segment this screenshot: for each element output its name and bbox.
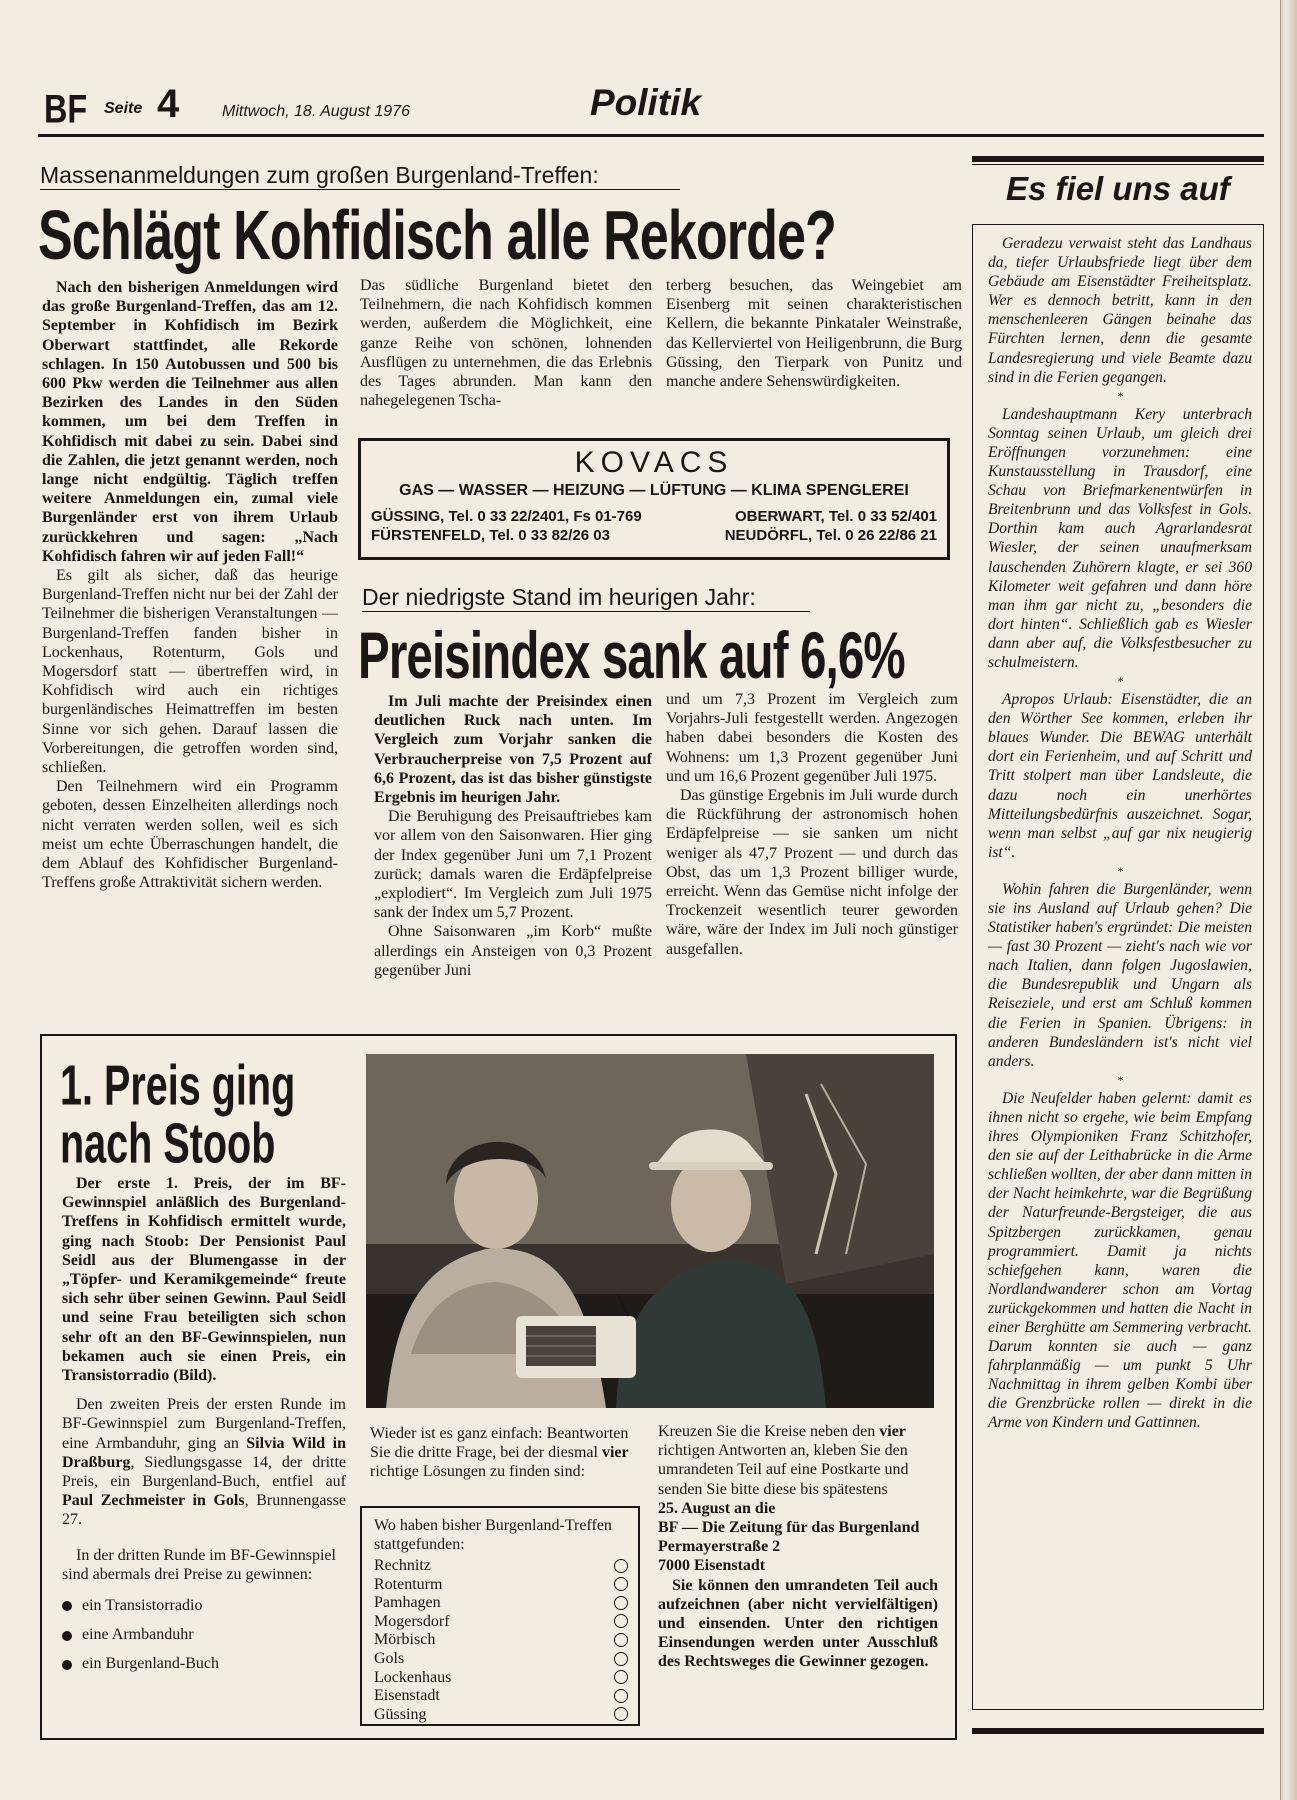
- bullet-icon: [62, 1660, 72, 1670]
- prize-paragraph: In der dritten Runde im BF-Gewinnspiel sind abermals drei Preise zu gewinnen:: [62, 1546, 336, 1583]
- winner-name: Paul Zechmeister in Gols: [62, 1492, 245, 1510]
- prize-text: , Siedlungsgasse 14, der dritte Preis, ein Burgenland-Buch, entfiel auf: [62, 1453, 346, 1491]
- prize-column-1: [62, 1174, 346, 1674]
- prize-paragraph: [62, 1395, 346, 1529]
- lead-intro: Nach den bisherigen Anmeldungen wird das große Burgenland-Treffen, das am 12. September in Kohfidisch im Bezirk Oberwart stattfindet, alle Rekorde schlagen. In 150 Autobussen und 500 bis 600 Pkw werden die Teilnehmer aus allen Bezirken des Landes in den Süden kommen, um bei dem Treffen in Kohfidisch mit dabei zu sein. Dabei sind die Zahlen, die jetzt genannt werden, noch lange nicht endgültig. Täglich treffen weitere Anmeldungen ein, zumal viele Burgenländer erst von ihrem Urlaub zurückkehren und sagen: „Nach Kohfidisch fahren wir auf jeden Fall!“: [42, 279, 338, 565]
- kovacs-ad: [358, 438, 950, 560]
- kicker-underline: [40, 189, 680, 190]
- answer-circle-icon[interactable]: [614, 1633, 628, 1647]
- sidebar-column: [988, 234, 1252, 1433]
- answer-circle-icon[interactable]: [614, 1652, 628, 1666]
- price-intro: Im Juli machte der Preisindex einen deutlichen Ruck nach unten. Im Vergleich zum Vorjahr sanken die Verbraucherpreise von 7,5 Prozent auf 6,6 Prozent, das ist das bisher günstigste Ergebnis im heurigen Jahr.: [374, 693, 652, 807]
- price-kicker: Der niedrigste Stand im heurigen Jahr:: [362, 584, 756, 610]
- price-headline: Preisindex sank auf 6,6%: [358, 619, 905, 693]
- ad-company-name: KOVACS: [574, 446, 734, 479]
- emphasis: vier: [879, 1423, 906, 1440]
- contest-column: [370, 1424, 646, 1482]
- closing-text: Sie können den umrandeten Teil auch aufzeichnen (aber nicht vervielfältigen) und einsenden. Unter den richtigen Einsendungen werden unter Ausschluß des Rechtsweges die Gewinner gezogen.: [658, 1576, 938, 1671]
- contest-intro: Wieder ist es ganz einfach: Beantworten Sie die dritte Frage, bei der diesmal vier richtige Lösungen zu finden sind:: [370, 1425, 629, 1481]
- answer-circle-icon[interactable]: [614, 1596, 628, 1610]
- price-paragraph: Das günstige Ergebnis im Juli wurde durch die Rückführung der astronomisch hohen Erdäpfelpreise — sie sanken um nicht weniger als 47,7 Prozent — und durch das Obst, das um 1,3 Prozent billiger wurde, erreicht. Wenn das Gemüse nicht infolge der Trockenzeit wesentlich teurer geworden wäre, wäre der Index im Juli noch günstiger ausgefallen.: [666, 787, 958, 958]
- seite-label: Seite: [104, 100, 143, 117]
- sidebar-top-rule-thin: [972, 164, 1264, 165]
- ad-phone-oberwart: OBERWART, Tel. 0 33 52/401: [734, 508, 937, 525]
- sidebar-title: Es fiel uns auf: [1006, 170, 1230, 207]
- deadline: 25. August an die: [658, 1499, 776, 1517]
- page-number: 4: [157, 82, 180, 126]
- answer-circle-icon[interactable]: [614, 1614, 628, 1628]
- emphasis: vier: [601, 1444, 629, 1462]
- ad-phone-guessing: GÜSSING, Tel. 0 33 22/2401, Fs 01-769: [371, 508, 642, 525]
- sidebar-item: Landeshauptmann Kery unterbrach Sonntag seinen Urlaub, um gleich drei Eröffnungen vorzunehmen: eine Kunstausstellung in Trausdorf, eine Schau von Briefmarkenentwürfen in Breitenbrunn und das Volksfest in Gols. Dorthin kam auch Agrarlandesrat Wiesler, der seinen unaufmerksam lauschenden Zuhörern klagte, er sei 360 Kilometer weit gefahren und dann höre man ihm gar nicht zu, „besonders die dort hinten“. Schließlich gab es Wiesler dann aber auf, die Volksfestbesucher zu schulmeistern.: [988, 405, 1252, 671]
- photo-illustration: [366, 1054, 934, 1408]
- price-paragraph: Die Beruhigung des Preisauftriebes kam vor allem von den Saisonwaren. Hier ging der Index gegenüber Juni um 7,1 Prozent zurück; damals waren die Erdäpfelpreise „explodiert“. Im Vergleich zum Juli 1975 sank der Index um 5,7 Prozent.: [374, 808, 652, 922]
- section-title: Politik: [590, 82, 702, 123]
- contest-option[interactable]: Mörbisch: [374, 1631, 628, 1650]
- lead-column-1: [42, 278, 338, 893]
- address-line: Permayerstraße 2: [658, 1538, 781, 1556]
- answer-circle-icon[interactable]: [614, 1577, 628, 1591]
- contest-question: Wo haben bisher Burgenland-Treffen stattgefunden:: [374, 1517, 612, 1554]
- prize-list-item: ein Burgenland-Buch: [62, 1654, 346, 1673]
- ad-phone-neudoerfl: NEUDÖRFL, Tel. 0 26 22/86 21: [724, 527, 937, 544]
- lead-paragraph: Das südliche Burgenland bietet den Teilnehmern, die nach Kohfidisch kommen werden, außerdem die Möglichkeit, eine ganze Reihe von schönen, lohnenden Ausflügen zu unternehmen, die das Erlebnis des Tages abrunden. Man kann den nahegelegenen Tscha-: [360, 277, 652, 410]
- answer-circle-icon[interactable]: [614, 1670, 628, 1684]
- ad-services: GAS — WASSER — HEIZUNG — LÜFTUNG — KLIMA SPENGLEREI: [399, 482, 909, 499]
- bullet-icon: [62, 1631, 72, 1641]
- lead-kicker: Massenanmeldungen zum großen Burgenland-Treffen:: [40, 162, 599, 188]
- price-column-2: [666, 690, 958, 959]
- contest-instructions: [658, 1422, 938, 1672]
- masthead-rule: [38, 134, 1264, 137]
- separator-star-icon: *: [1117, 388, 1123, 403]
- prize-headline-line1: 1. Preis ging: [60, 1053, 296, 1117]
- contest-option[interactable]: Mogersdorf: [374, 1612, 628, 1631]
- lead-column-3: [666, 276, 962, 391]
- logo: BF: [44, 86, 88, 132]
- contest-option[interactable]: Pamhagen: [374, 1594, 628, 1613]
- kicker-underline: [362, 611, 810, 612]
- sidebar-item: Die Neufelder haben gelernt: damit es ihnen nicht so ergehe, wie beim Empfang ihres Olympioniken Franz Schitzhofer, den sie auf der Leithabrücke in die Arme schließen wollten, der aber dann mitten in der Nacht heimkehrte, war die Begrüßung der Naturfreunde-Bergsteiger, die aus Spitzbergen zurückkamen, genau programmiert. Damit ja nichts schiefgehen kann, waren die Nordlandwanderer schon am Vortag zurückgekommen und hatten die Nacht in einer Berghütte am Semmering verbracht. Darum konnten sie auch — ganz fahrplanmäßig — um punkt 5 Uhr Nachmittag in ihrem gelben Kombi über die Grenzbrücke rollen — direkt in die Arme von Kindern und Gattinnen.: [988, 1089, 1252, 1432]
- lead-column-2: [360, 276, 652, 410]
- prize-text: Den zweiten Preis der ersten Runde im BF-Gewinnspiel zum Burgenland-Treffen, eine Armbanduhr, ging an: [62, 1396, 346, 1452]
- prize-headline-line2: nach Stoob: [60, 1111, 276, 1175]
- answer-circle-icon[interactable]: [614, 1559, 628, 1573]
- contest-option[interactable]: Rotenturm: [374, 1575, 628, 1594]
- separator-star-icon: *: [1117, 674, 1123, 689]
- address-line: 7000 Eisenstadt: [658, 1557, 766, 1575]
- contest-option[interactable]: Güssing: [374, 1705, 628, 1724]
- sidebar-top-rule: [972, 156, 1264, 162]
- lead-paragraph: Es gilt als sicher, daß das heurige Burgenland-Treffen nicht nur bei der Zahl der Teilnehmer die bisherigen Veranstaltungen — Burgenland-Treffen fanden bisher in Lockenhaus, Rotenturm, Gols und Mogersdorf statt — übertreffen wird, in Kohfidisch wird auch ein richtiges burgenländisches Heimattreffen im besten Sinne vor sich gehen. Darauf lassen die Vorbereitungen, die getroffen worden sind, schließen.: [42, 567, 338, 777]
- contest-option[interactable]: Lockenhaus: [374, 1668, 628, 1687]
- contest-option[interactable]: Rechnitz: [374, 1556, 628, 1575]
- contest-question-box: [360, 1506, 640, 1726]
- price-paragraph: und um 7,3 Prozent im Vergleich zum Vorjahrs-Juli festgestellt werden. Angezogen haben dabei besonders die Kosten des Wohnens: um 1,3 Prozent gegenüber Juni und um 16,6 Prozent gegenüber Juli 1975.: [666, 691, 958, 785]
- answer-circle-icon[interactable]: [614, 1689, 628, 1703]
- winner-photo: [366, 1054, 934, 1408]
- ad-phone-fuerstenfeld: FÜRSTENFELD, Tel. 0 33 82/26 03: [371, 527, 610, 544]
- issue-date: Mittwoch, 18. August 1976: [222, 103, 410, 120]
- winner-name: Silvia Wild in Draßburg: [62, 1434, 346, 1471]
- separator-star-icon: *: [1117, 863, 1123, 878]
- page-edge: [1280, 0, 1297, 1800]
- sidebar-bottom-rule: [972, 1728, 1264, 1734]
- separator-star-icon: *: [1117, 1072, 1123, 1087]
- sidebar-item: Geradezu verwaist steht das Landhaus da, tiefer Urlaubsfriede liegt über dem Gebäude am Eisenstädter Freiheitsplatz. Wer es dennoch betritt, kann in den menschenleeren Gängen beinahe das Fürchten lernen, denn die gesamte Landesregierung und viele Beamte dazu sind in die Ferien gegangen.: [988, 235, 1252, 386]
- lead-headline: Schlägt Kohfidisch alle Rekorde?: [38, 195, 836, 274]
- prize-list-item: eine Armbanduhr: [62, 1625, 346, 1644]
- contest-option[interactable]: Gols: [374, 1649, 628, 1668]
- prize-text: , Brunnengasse 27.: [62, 1492, 346, 1529]
- sidebar-item: Wohin fahren die Burgenländer, wenn sie ins Ausland auf Urlaub gehen? Die Statistiker haben's ergründet: Die meisten — fast 30 Prozent — zieht's nach wie vor nach Italien, dann folgen Jugoslawien, die Bundesrepublik und Ungarn als Reiseziele, und erst am Schluß kommen die Ferien in Spanien. Übrigens: in anderen Bundesländern ist's nicht viel anders.: [988, 880, 1252, 1070]
- contest-option[interactable]: Eisenstadt: [374, 1687, 628, 1706]
- lead-paragraph: terberg besuchen, das Weingebiet am Eisenberg mit seinen charakteristischen Kellern, die bekannte Pinkataler Weinstraße, das Kellerviertel von Heiligenbrunn, die Burg Güssing, den Tierpark von Punitz und manche andere Sehenswürdigkeiten.: [666, 277, 962, 391]
- price-column-1: [374, 692, 652, 980]
- instructions-text: Kreuzen Sie die Kreise neben den vier richtigen Antworten an, kleben Sie den umrandeten Teil auf eine Postkarte und senden Sie bitte diese bis spätestens: [658, 1423, 909, 1498]
- bullet-icon: [62, 1601, 72, 1611]
- sidebar-item: Apropos Urlaub: Eisenstädter, die an den Wörther See kommen, erleben ihr blaues Wunder. Die BEWAG unterhält dort ein Ferienheim, und auf Schritt und Tritt stolpert man über Landsleute, die dazu noch ein unerhörtes Mitteilungsbedürfnis auszeichnet. Sogar, wenn man selbst „auf gar nix neugierig ist“.: [988, 691, 1252, 861]
- answer-circle-icon[interactable]: [614, 1707, 628, 1721]
- prize-intro: Der erste 1. Preis, der im BF-Gewinnspiel anläßlich des Burgenland-Treffens in Kohfidisch ermittelt wurde, ging nach Stoob: Der Pensionist Paul Seidl aus der Blumengasse in der „Töpfer- und Keramikgemeinde“ freute sich sehr über seinen Gewinn. Paul Seidl und seine Frau beteiligten sich schon sehr oft an den BF-Gewinnspielen, nun bekamen auch sie einen Preis, ein Transistorradio (Bild).: [62, 1175, 346, 1385]
- price-paragraph: Ohne Saisonwaren „im Korb“ mußte allerdings ein Ansteigen von 0,3 Prozent gegenüber Juni: [374, 923, 652, 979]
- lead-paragraph: Den Teilnehmern wird ein Programm geboten, dessen Einzelheiten allerdings noch nicht verraten werden sollen, weil es sich meist um echte Überraschungen handelt, die dem Ablauf des Kohfidischer Burgenland-Treffens große Attraktivität sichern werden.: [42, 778, 338, 892]
- address-line: BF — Die Zeitung für das Burgenland: [658, 1519, 920, 1537]
- prize-list-item: ein Transistorradio: [62, 1596, 346, 1615]
